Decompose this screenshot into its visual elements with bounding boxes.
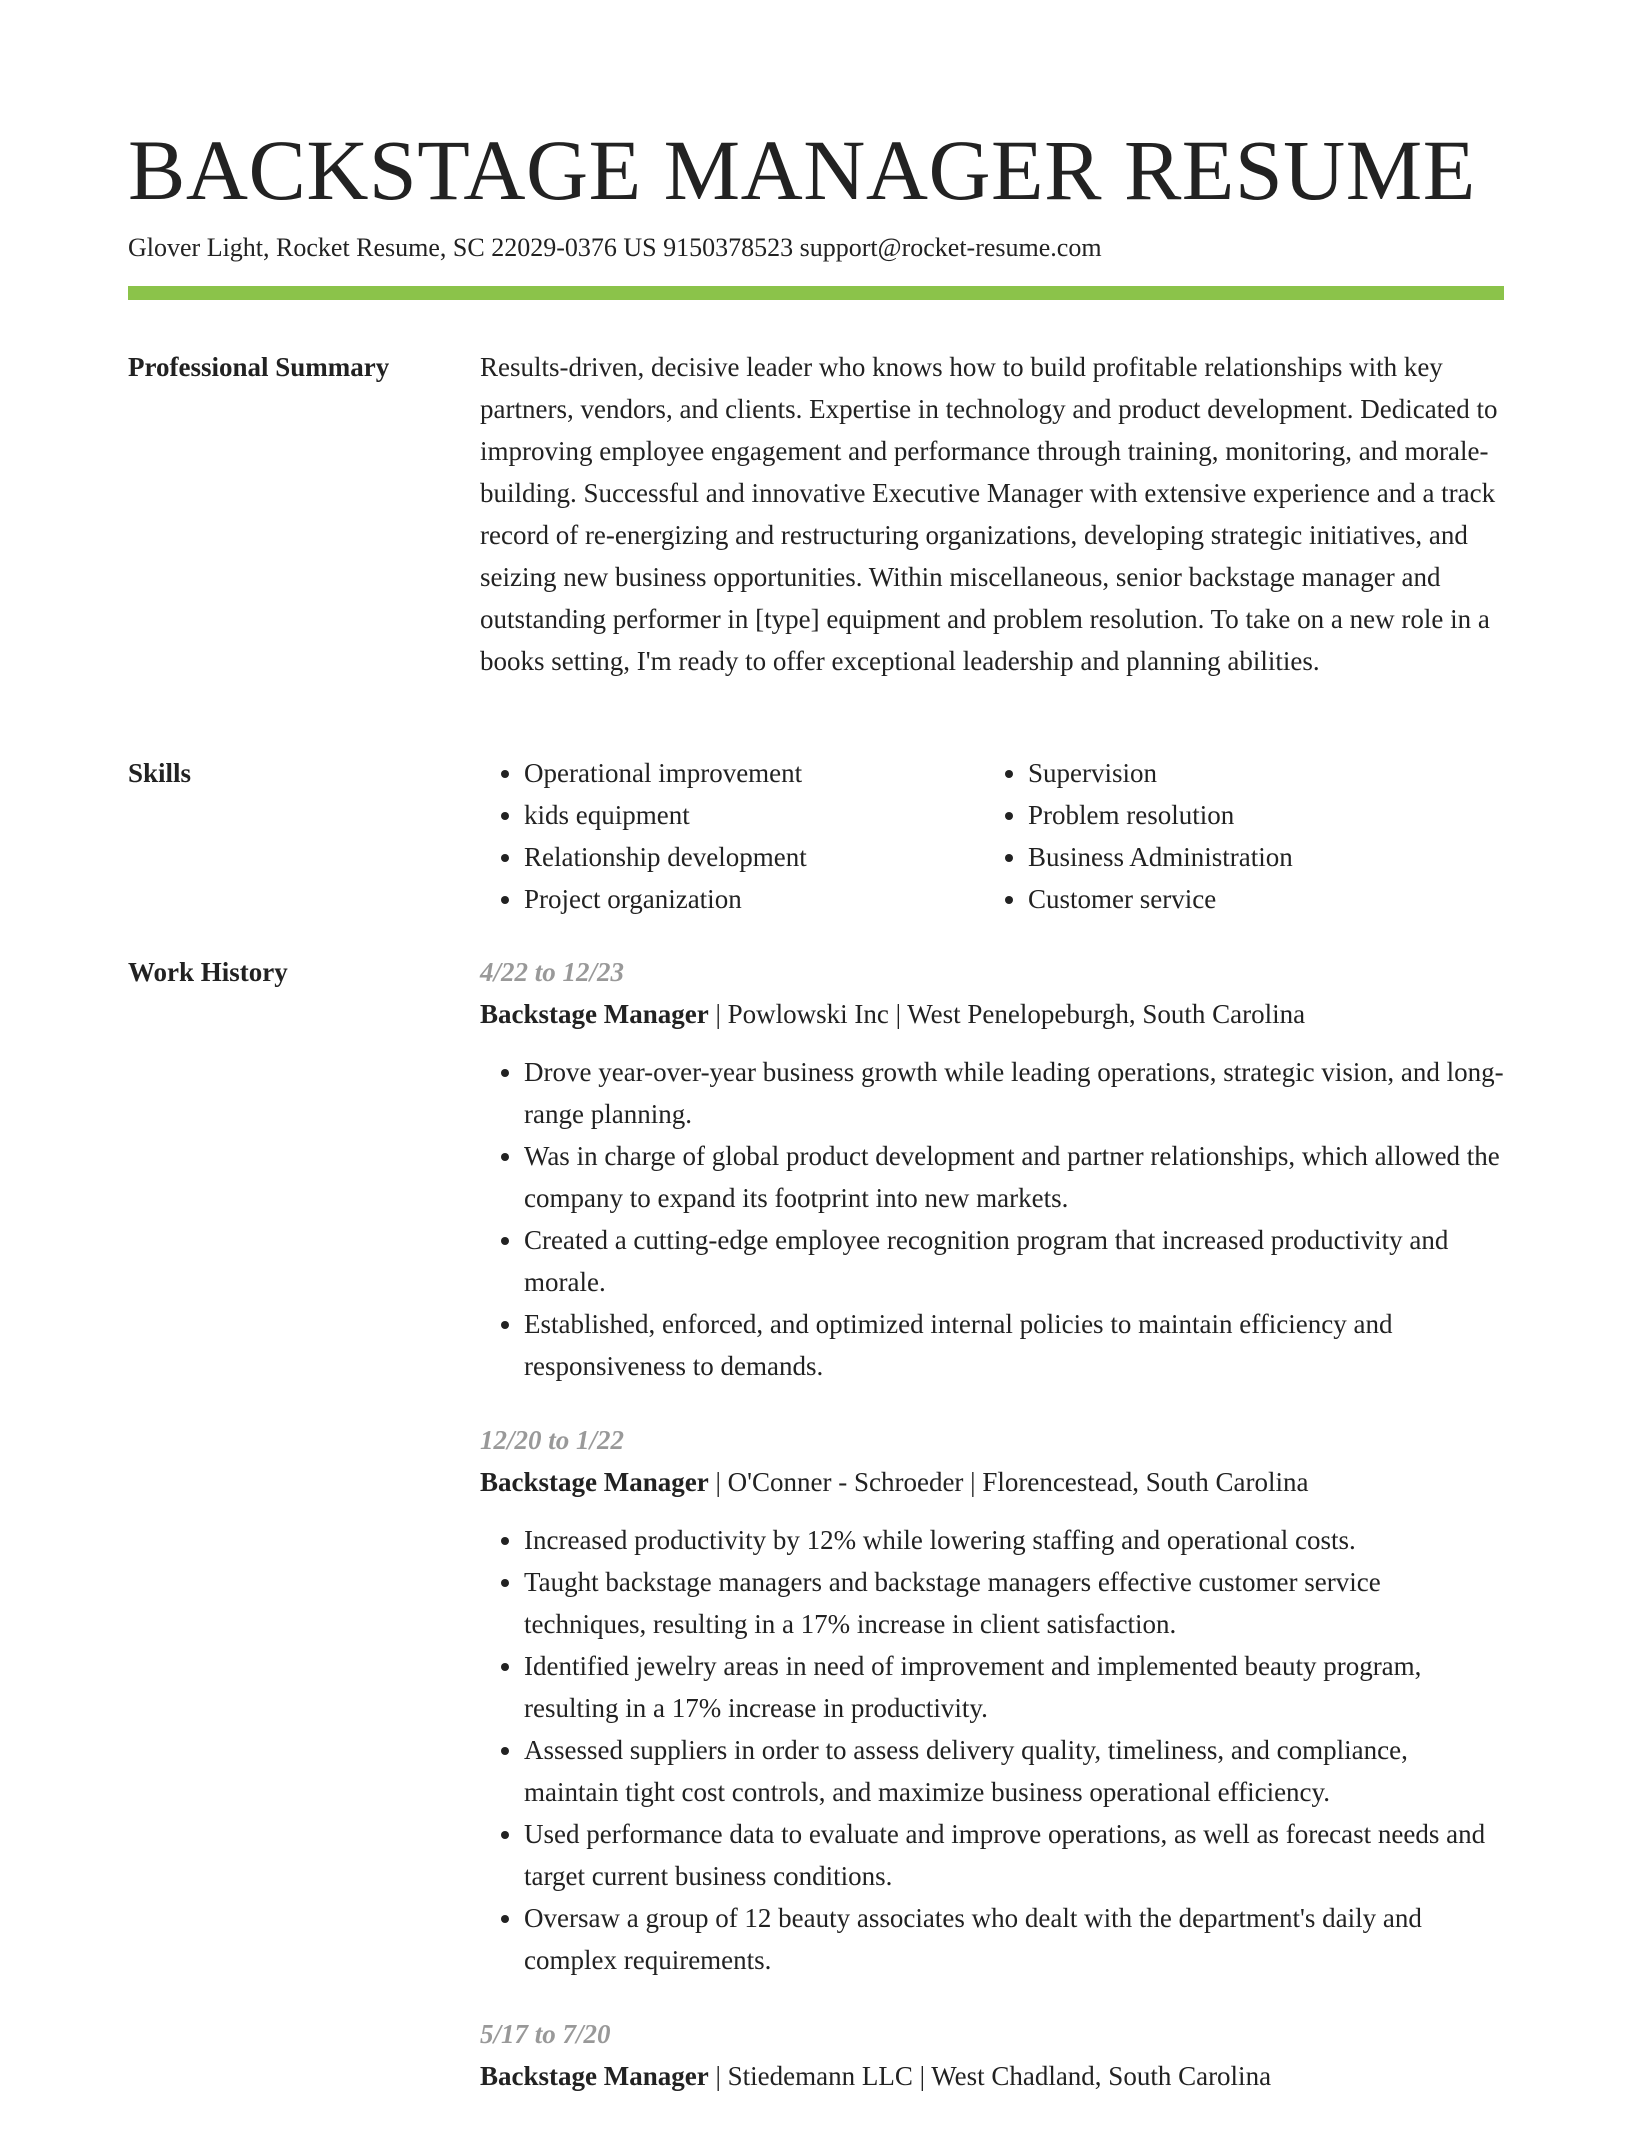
- resume-title: BACKSTAGE MANAGER RESUME: [128, 122, 1476, 218]
- job-entry: [480, 951, 1504, 1387]
- skill-item: • Relationship development: [524, 836, 984, 878]
- job-separator: |: [963, 1467, 983, 1497]
- work-history-content: [480, 951, 1504, 2129]
- job-separator: |: [708, 2061, 728, 2091]
- job-separator: |: [888, 999, 908, 1029]
- job-separator: |: [708, 999, 728, 1029]
- job-entry: [480, 2013, 1504, 2097]
- work-history-heading: Work History: [128, 957, 288, 987]
- skill-item: • Supervision: [1028, 752, 1548, 794]
- header-divider: [128, 286, 1504, 300]
- job-heading: [480, 993, 1504, 1035]
- skill-item: • Operational improvement: [524, 752, 984, 794]
- job-bullet: • Assessed suppliers in order to assess delivery quality, timeliness, and compliance, maintain tight cost controls, and maximize business operational efficiency.: [524, 1729, 1504, 1813]
- job-bullets: [480, 1051, 1504, 1387]
- job-location: Florencestead, South Carolina: [982, 1467, 1309, 1497]
- job-separator: |: [912, 2061, 932, 2091]
- job-bullet: • Established, enforced, and optimized internal policies to maintain efficiency and responsiveness to demands.: [524, 1303, 1504, 1387]
- skills-list-right: [984, 752, 1548, 920]
- job-title: Backstage Manager: [480, 1467, 709, 1497]
- job-dates: 5/17 to 7/20: [480, 2019, 611, 2049]
- job-bullet: • Taught backstage managers and backstage managers effective customer service techniques, resulting in a 17% increase in client satisfaction.: [524, 1561, 1504, 1645]
- job-bullet: • Used performance data to evaluate and improve operations, as well as forecast needs and target current business conditions.: [524, 1813, 1504, 1897]
- job-title: Backstage Manager: [480, 2061, 709, 2091]
- job-separator: |: [708, 1467, 728, 1497]
- skills-content: [480, 752, 1504, 920]
- job-bullet: • Increased productivity by 12% while lowering staffing and operational costs.: [524, 1519, 1504, 1561]
- job-location: West Penelopeburgh, South Carolina: [907, 999, 1306, 1029]
- job-company: Powlowski Inc: [727, 999, 889, 1029]
- summary-content: [480, 346, 1504, 682]
- job-company: Stiedemann LLC: [727, 2061, 913, 2091]
- job-bullet: • Was in charge of global product development and partner relationships, which allowed the company to expand its footprint into new markets.: [524, 1135, 1504, 1219]
- job-entry: [480, 1419, 1504, 1981]
- summary-text: Results-driven, decisive leader who knows how to build profitable relationships with key partners, vendors, and clients. Expertise in technology and product development. Dedicated to improving employee engagement and performance through training, monitoring, and morale-building. Successful and innovative Executive Manager with extensive experience and a track record of re-energizing and restructuring organizations, developing strategic initiatives, and seizing new business opportunities. Within miscellaneous, senior backstage manager and outstanding performer in [type] equipment and problem resolution. To take on a new role in a books setting, I'm ready to offer exceptional leadership and planning abilities.: [480, 352, 1498, 676]
- job-bullet: • Oversaw a group of 12 beauty associates who dealt with the department's daily and complex requirements.: [524, 1897, 1504, 1981]
- skill-item: • Problem resolution: [1028, 794, 1548, 836]
- skills-heading: Skills: [128, 758, 192, 788]
- job-heading: [480, 1461, 1504, 1503]
- skill-item: • Customer service: [1028, 878, 1548, 920]
- skill-item: • kids equipment: [524, 794, 984, 836]
- job-bullets: [480, 1519, 1504, 1981]
- skill-item: • Business Administration: [1028, 836, 1548, 878]
- skill-item: • Project organization: [524, 878, 984, 920]
- job-title: Backstage Manager: [480, 999, 709, 1029]
- skills-list-left: [480, 752, 984, 920]
- job-bullet: • Drove year-over-year business growth while leading operations, strategic vision, and long-range planning.: [524, 1051, 1504, 1135]
- job-dates: 4/22 to 12/23: [480, 957, 625, 987]
- job-company: O'Conner - Schroeder: [727, 1467, 964, 1497]
- job-bullet: • Identified jewelry areas in need of improvement and implemented beauty program, resulting in a 17% increase in productivity.: [524, 1645, 1504, 1729]
- job-location: West Chadland, South Carolina: [931, 2061, 1272, 2091]
- job-heading: [480, 2055, 1504, 2097]
- summary-heading: Professional Summary: [128, 352, 390, 382]
- job-bullet: • Created a cutting-edge employee recognition program that increased productivity and morale.: [524, 1219, 1504, 1303]
- contact-info: Glover Light, Rocket Resume, SC 22029-0376 US 9150378523 support@rocket-resume.com: [128, 233, 1102, 262]
- job-dates: 12/20 to 1/22: [480, 1425, 625, 1455]
